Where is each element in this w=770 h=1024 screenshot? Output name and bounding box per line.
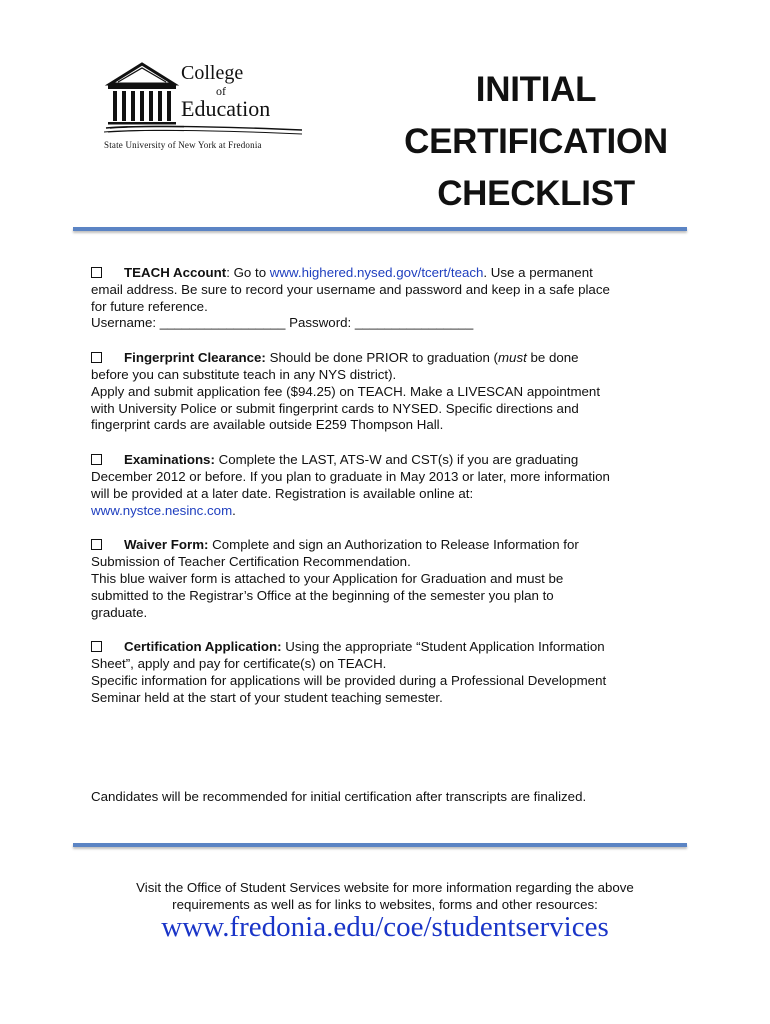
title-line-1: INITIAL	[475, 70, 597, 109]
item-line: Submission of Teacher Certification Recommendation.	[91, 554, 411, 570]
nystce-link[interactable]: www.nystce.nesinc.com	[91, 502, 233, 518]
checklist-item-waiver-form	[91, 537, 671, 621]
item-text: Complete the LAST, ATS-W and CST(s) if you are graduating	[214, 452, 579, 468]
footer-line-1: Visit the Office of Student Services website for more information regarding the above	[136, 880, 634, 895]
checkbox[interactable]	[91, 267, 102, 278]
logo-of-text: of	[216, 84, 226, 98]
item-label: Certification Application:	[124, 639, 282, 655]
checkbox[interactable]	[91, 454, 102, 465]
item-text: be done	[526, 350, 579, 366]
checkbox[interactable]	[91, 352, 102, 363]
checklist	[91, 265, 671, 725]
item-line: Specific information for applications will be provided during a Professional Development	[91, 672, 607, 688]
item-line: December 2012 or before. If you plan to graduate in May 2013 or later, more information	[91, 468, 610, 484]
checkbox[interactable]	[91, 641, 102, 652]
item-line: email address. Be sure to record your username and password and keep in a safe place	[91, 281, 610, 297]
item-line: fingerprint cards are available outside E259 Thompson Hall.	[91, 417, 444, 433]
footer-line-2: requirements as well as for links to websites, forms and other resources:	[172, 897, 598, 912]
teach-link[interactable]: www.highered.nysed.gov/tcert/teach	[269, 265, 484, 280]
closing-note: Candidates will be recommended for initial certification after transcripts are finalized.	[91, 789, 587, 804]
item-label: Fingerprint Clearance:	[124, 350, 266, 366]
item-text: : Go to	[226, 265, 270, 280]
logo-college-text: College	[181, 62, 244, 84]
item-line: submitted to the Registrar’s Office at the beginning of the semester you plan to	[91, 587, 554, 603]
item-line: Sheet”, apply and pay for certificate(s) on TEACH.	[91, 656, 387, 672]
item-label: TEACH Account	[124, 265, 227, 280]
item-text: .	[232, 502, 236, 518]
checkbox[interactable]	[91, 539, 102, 550]
item-first-line	[91, 265, 671, 282]
item-line: will be provided at a later date. Registration is available online at:	[91, 485, 474, 501]
item-line: for future reference.	[91, 298, 208, 314]
item-emphasis: must	[497, 350, 527, 366]
logo-education-text: Education	[181, 96, 271, 121]
item-line	[91, 503, 671, 520]
footer-text	[60, 879, 710, 913]
item-text: . Use a permanent	[483, 265, 593, 280]
item-line: Username: _________________ Password: ________________	[91, 315, 474, 331]
item-line: This blue waiver form is attached to your Application for Graduation and must be	[91, 570, 564, 586]
checklist-item-certification-application	[91, 639, 671, 706]
logo-subtitle: State University of New York at Fredonia	[104, 140, 262, 150]
item-line: before you can substitute teach in any NYS district).	[91, 366, 397, 382]
item-first-line	[91, 639, 671, 656]
item-line: Seminar held at the start of your student teaching semester.	[91, 689, 443, 705]
top-divider	[73, 227, 687, 231]
college-logo	[104, 58, 304, 158]
checklist-item-teach-account	[91, 265, 671, 332]
checklist-item-examinations	[91, 452, 671, 519]
item-line: Apply and submit application fee ($94.25) on TEACH. Make a LIVESCAN appointment	[91, 383, 601, 399]
student-services-link[interactable]: www.fredonia.edu/coe/studentservices	[161, 911, 609, 943]
page-title	[390, 64, 682, 220]
item-text: Should be done PRIOR to graduation (	[265, 350, 498, 366]
item-first-line	[91, 452, 671, 469]
item-label: Waiver Form:	[124, 537, 209, 553]
item-first-line	[91, 350, 671, 367]
item-label: Examinations:	[124, 452, 215, 468]
bottom-divider	[73, 843, 687, 847]
item-first-line	[91, 537, 671, 554]
item-text: Complete and sign an Authorization to Release Information for	[208, 537, 579, 553]
title-line-2: CERTIFICATION	[404, 122, 668, 161]
item-line: graduate.	[91, 604, 148, 620]
checklist-item-fingerprint	[91, 350, 671, 434]
title-line-3: CHECKLIST	[437, 174, 635, 213]
item-text: Using the appropriate “Student Application Information	[281, 639, 605, 655]
item-line: with University Police or submit fingerprint cards to NYSED. Specific directions and	[91, 400, 579, 416]
